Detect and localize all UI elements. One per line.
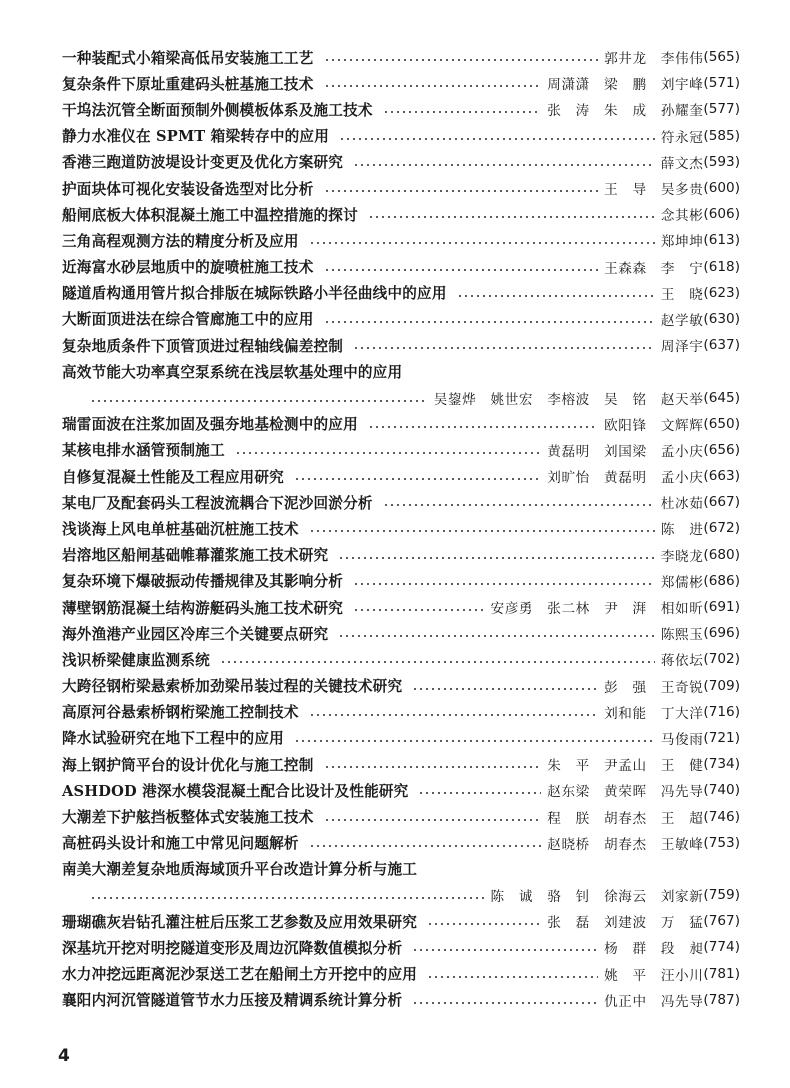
dot-leader [427, 923, 541, 925]
page-ref: 774 [708, 939, 735, 956]
dot-leader [90, 897, 485, 899]
article-authors: 张 涛 朱 成 孙耀奎 [547, 103, 704, 120]
article-page: (787) [703, 991, 740, 1008]
dot-leader [368, 216, 655, 218]
article-authors: 赵晓桥 胡春杰 王敏峰 [547, 836, 704, 853]
article-page: (709) [703, 677, 740, 694]
article-page: (781) [703, 965, 740, 982]
article-title: 襄阳内河沉管隧道管节水力压接及精调系统计算分析 [62, 992, 403, 1010]
article-authors: 吴鋆烨 姚世宏 李榕波 吴 铭 赵天举 [433, 391, 704, 408]
article-authors: 安彦勇 张二林 尹 湃 相如昕 [490, 601, 704, 618]
page-ref: 686 [708, 572, 735, 589]
dot-leader [324, 85, 542, 87]
article-page: (656) [703, 441, 740, 458]
article-title: 三角高程观测方法的精度分析及应用 [62, 232, 299, 250]
toc-entry [62, 149, 740, 175]
article-authors: 欧阳锋 文辉辉 [604, 417, 704, 434]
article-authors: 李晓龙 [660, 548, 704, 565]
dot-leader [324, 59, 599, 61]
dot-leader [457, 295, 655, 297]
toc-entry [62, 830, 740, 856]
article-title: 南美大潮差复杂地质海域顶升平台改造计算分析与施工 [62, 861, 418, 879]
article-title: ASHDOD 港深水模袋混凝土配合比设计及性能研究 [62, 782, 409, 800]
article-title: 浅识桥梁健康监测系统 [62, 651, 210, 669]
page-ref: 721 [708, 729, 735, 746]
article-authors: 念其彬 [660, 208, 704, 225]
toc-entry [62, 227, 740, 253]
toc-entry [62, 856, 740, 882]
article-page: (774) [703, 939, 740, 956]
page-ref: 672 [708, 520, 735, 537]
toc-entry [62, 411, 740, 437]
article-page: (577) [703, 101, 740, 118]
article-authors: 王森森 李 宁 [604, 260, 704, 277]
article-title: 浅谈海上风电单桩基础沉桩施工技术 [62, 520, 299, 538]
article-page: (663) [703, 468, 740, 485]
article-title: 高桩码头设计和施工中常见问题解析 [62, 835, 299, 853]
article-authors: 符永冠 [660, 129, 704, 146]
dot-leader [412, 949, 598, 951]
article-title: 复杂条件下原址重建码头桩基施工技术 [62, 75, 314, 93]
article-authors: 陈熙玉 [660, 627, 704, 644]
page-ref: 696 [708, 625, 735, 642]
article-page: (702) [703, 651, 740, 668]
page-ref: 613 [708, 232, 735, 249]
toc-entry [62, 542, 740, 568]
article-title: 岩溶地区船闸基础帷幕灌浆施工技术研究 [62, 547, 329, 565]
article-title: 珊瑚礁灰岩钻孔灌注桩后压浆工艺参数及应用效果研究 [62, 913, 418, 931]
dot-leader [294, 740, 655, 742]
toc-entry [62, 673, 740, 699]
page-ref: 571 [708, 75, 735, 92]
article-authors: 周泽宇 [660, 339, 704, 356]
page-number: 4 [58, 1046, 70, 1066]
page-ref: 593 [708, 153, 735, 170]
page-ref: 656 [708, 441, 735, 458]
article-authors: 郭井龙 李伟伟 [604, 51, 704, 68]
article-title: 复杂地质条件下顶管顶进过程轴线偏差控制 [62, 337, 344, 355]
dot-leader [324, 190, 599, 192]
article-authors: 陈 进 [660, 522, 704, 539]
article-title: 降水试验研究在地下工程中的应用 [62, 730, 284, 748]
article-page: (759) [703, 887, 740, 904]
dot-leader [339, 138, 655, 140]
article-title: 香港三跑道防波堤设计变更及优化方案研究 [62, 154, 344, 172]
dot-leader [353, 583, 655, 585]
article-authors: 蒋依坛 [660, 653, 704, 670]
dot-leader [353, 609, 484, 611]
toc-entry [62, 463, 740, 489]
toc-entry [62, 725, 740, 751]
article-title: 船闸底板大体积混凝土施工中温控措施的探讨 [62, 206, 358, 224]
dot-leader [324, 819, 542, 821]
page-ref: 734 [708, 756, 735, 773]
article-title: 大跨径钢桁梁悬索桥加劲梁吊装过程的关键技术研究 [62, 678, 403, 696]
article-page: (571) [703, 75, 740, 92]
article-authors: 张 磊 刘建波 万 猛 [547, 915, 704, 932]
dot-leader [418, 792, 541, 794]
article-page: (767) [703, 913, 740, 930]
article-authors: 杜冰茹 [660, 496, 704, 513]
page-ref: 577 [708, 101, 735, 118]
page-ref: 781 [708, 965, 735, 982]
article-page: (650) [703, 415, 740, 432]
toc-entry [62, 751, 740, 777]
page-ref: 623 [708, 284, 735, 301]
toc-entry [62, 384, 740, 410]
dot-leader [383, 111, 542, 113]
article-page: (637) [703, 337, 740, 354]
article-page: (593) [703, 153, 740, 170]
dot-leader [324, 269, 599, 271]
article-authors: 黄磊明 刘国梁 孟小庆 [547, 443, 704, 460]
article-authors: 仇正中 冯先导 [604, 993, 704, 1010]
page-ref: 691 [708, 599, 735, 616]
article-page: (613) [703, 232, 740, 249]
article-title: 护面块体可视化安装设备选型对比分析 [62, 180, 314, 198]
article-page: (645) [703, 389, 740, 406]
article-authors: 程 朕 胡春杰 王 超 [547, 810, 704, 827]
dot-leader [427, 976, 598, 978]
article-title: 高原河谷悬索桥钢桁梁施工控制技术 [62, 704, 299, 722]
toc-entry [62, 437, 740, 463]
dot-leader [294, 478, 541, 480]
toc-entry [62, 594, 740, 620]
article-page: (696) [703, 625, 740, 642]
toc-entry [62, 908, 740, 934]
dot-leader [383, 504, 655, 506]
article-authors: 朱 平 尹孟山 王 健 [547, 758, 704, 775]
toc-entry [62, 254, 740, 280]
article-authors: 郑儒彬 [660, 574, 704, 591]
article-authors: 刘和能 丁大洋 [604, 705, 704, 722]
toc-entry [62, 175, 740, 201]
article-title: 复杂环境下爆破振动传播规律及其影响分析 [62, 573, 344, 591]
article-authors: 王 导 吴多贵 [604, 182, 704, 199]
dot-leader [338, 635, 655, 637]
table-of-contents [62, 44, 740, 1013]
page-ref: 680 [708, 546, 735, 563]
toc-entry [62, 280, 740, 306]
article-title: 近海富水砂层地质中的旋喷桩施工技术 [62, 259, 314, 277]
article-page: (600) [703, 180, 740, 197]
article-authors: 彭 强 王奇锐 [604, 679, 704, 696]
page-ref: 600 [708, 180, 735, 197]
page-ref: 759 [708, 887, 735, 904]
toc-entry [62, 123, 740, 149]
article-title: 海上钢护筒平台的设计优化与施工控制 [62, 756, 314, 774]
page-ref: 645 [708, 389, 735, 406]
article-page: (716) [703, 703, 740, 720]
dot-leader [309, 714, 598, 716]
article-title: 高效节能大功率真空泵系统在浅层软基处理中的应用 [62, 363, 403, 381]
toc-entry [62, 882, 740, 908]
article-authors: 马俊雨 [660, 731, 704, 748]
article-page: (623) [703, 284, 740, 301]
article-authors: 姚 平 汪小川 [604, 967, 704, 984]
dot-leader [324, 766, 542, 768]
toc-entry [62, 568, 740, 594]
article-authors: 周潇潇 梁 鹏 刘宇峰 [547, 77, 704, 94]
dot-leader [353, 164, 655, 166]
page-ref: 650 [708, 415, 735, 432]
article-title: 干坞法沉管全断面预制外侧模板体系及施工技术 [62, 101, 373, 119]
toc-entry [62, 358, 740, 384]
toc-entry [62, 620, 740, 646]
dot-leader [220, 661, 655, 663]
page-ref: 585 [708, 127, 735, 144]
page-ref: 740 [708, 782, 735, 799]
dot-leader [309, 845, 542, 847]
article-title: 瑞雷面波在注浆加固及强夯地基检测中的应用 [62, 416, 358, 434]
article-authors: 赵东梁 黄荣晖 冯先导 [547, 784, 704, 801]
article-page: (691) [703, 599, 740, 616]
toc-entry [62, 934, 740, 960]
page-ref: 767 [708, 913, 735, 930]
article-title: 大潮差下护舷挡板整体式安装施工技术 [62, 809, 314, 827]
article-page: (585) [703, 127, 740, 144]
page-ref: 702 [708, 651, 735, 668]
article-title: 海外渔港产业园区冷库三个关键要点研究 [62, 625, 329, 643]
page-ref: 663 [708, 468, 735, 485]
article-title: 某电厂及配套码头工程波流耦合下泥沙回淤分析 [62, 494, 373, 512]
article-page: (734) [703, 756, 740, 773]
article-authors: 陈 诚 骆 钊 徐海云 刘家新 [490, 889, 704, 906]
article-authors: 赵学敏 [660, 312, 704, 329]
dot-leader [412, 688, 598, 690]
toc-entry [62, 201, 740, 227]
page-ref: 753 [708, 834, 735, 851]
page-ref: 630 [708, 310, 735, 327]
toc-entry [62, 70, 740, 96]
page-ref: 565 [708, 49, 735, 66]
dot-leader [353, 347, 655, 349]
page-ref: 709 [708, 677, 735, 694]
dot-leader [338, 557, 655, 559]
page-ref: 606 [708, 206, 735, 223]
article-title: 薄壁钢筋混凝土结构游艇码头施工技术研究 [62, 599, 344, 617]
toc-entry [62, 96, 740, 122]
article-page: (667) [703, 494, 740, 511]
article-authors: 刘旷怡 黄磊明 孟小庆 [547, 470, 704, 487]
dot-leader [368, 426, 598, 428]
dot-leader [309, 530, 655, 532]
page-ref: 618 [708, 258, 735, 275]
article-authors: 王 晓 [660, 286, 704, 303]
article-page: (753) [703, 834, 740, 851]
toc-entry [62, 515, 740, 541]
toc-entry [62, 961, 740, 987]
article-title: 自修复混凝土性能及工程应用研究 [62, 468, 284, 486]
article-page: (686) [703, 572, 740, 589]
toc-entry [62, 646, 740, 672]
dot-leader [309, 242, 655, 244]
dot-leader [412, 1002, 598, 1004]
article-page: (680) [703, 546, 740, 563]
toc-entry [62, 987, 740, 1013]
article-title: 大断面顶进法在综合管廊施工中的应用 [62, 311, 314, 329]
page-ref: 787 [708, 991, 735, 1008]
toc-entry [62, 306, 740, 332]
article-page: (606) [703, 206, 740, 223]
article-title: 隧道盾构通用管片拟合排版在城际铁路小半径曲线中的应用 [62, 285, 447, 303]
article-authors: 郑坤坤 [660, 234, 704, 251]
toc-entry [62, 44, 740, 70]
article-authors: 杨 群 段 昶 [604, 941, 704, 958]
page-ref: 746 [708, 808, 735, 825]
article-page: (565) [703, 49, 740, 66]
article-title: 深基坑开挖对明挖隧道变形及周边沉降数值模拟分析 [62, 939, 403, 957]
article-page: (746) [703, 808, 740, 825]
article-title: 某核电排水涵管预制施工 [62, 442, 225, 460]
toc-entry [62, 803, 740, 829]
article-page: (618) [703, 258, 740, 275]
toc-entry [62, 777, 740, 803]
article-title: 静力水准仪在 SPMT 箱梁转存中的应用 [62, 128, 330, 146]
article-authors: 薛文杰 [660, 155, 704, 172]
article-page: (721) [703, 729, 740, 746]
dot-leader [324, 321, 655, 323]
page-ref: 637 [708, 337, 735, 354]
page-ref: 716 [708, 703, 735, 720]
page-ref: 667 [708, 494, 735, 511]
article-page: (672) [703, 520, 740, 537]
article-page: (630) [703, 310, 740, 327]
toc-entry [62, 699, 740, 725]
article-title: 一种装配式小箱梁高低吊安装施工工艺 [62, 49, 314, 67]
toc-entry [62, 332, 740, 358]
dot-leader [235, 452, 542, 454]
toc-entry [62, 489, 740, 515]
article-page: (740) [703, 782, 740, 799]
dot-leader [90, 400, 428, 402]
article-title: 水力冲挖远距离泥沙泵送工艺在船闸土方开挖中的应用 [62, 966, 418, 984]
